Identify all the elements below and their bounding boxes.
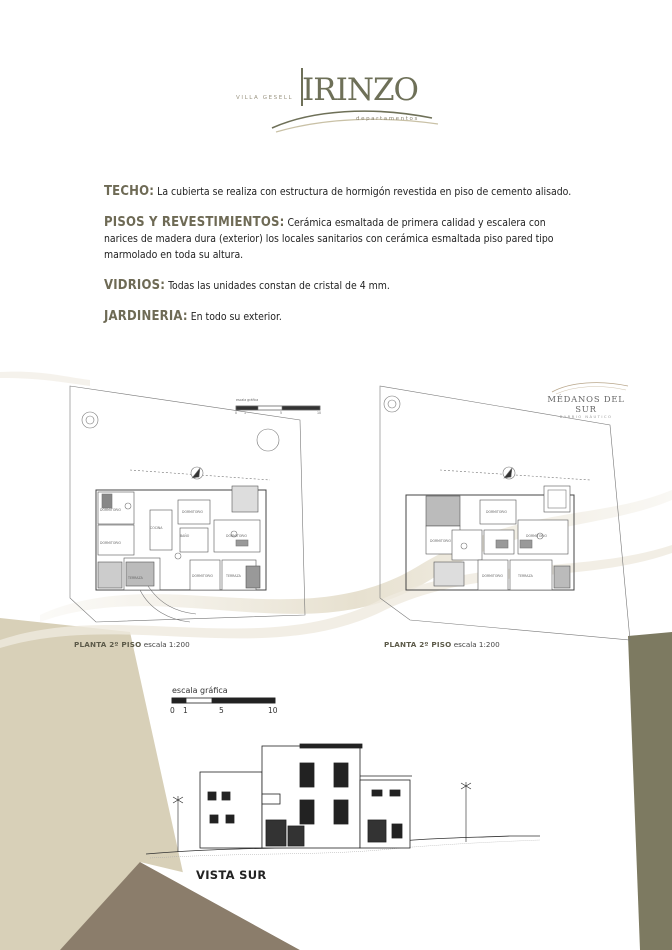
- room-label: DORMITORIO: [486, 510, 507, 514]
- plan-scale-tick: 5: [280, 411, 283, 415]
- room-label: DORMITORIO: [526, 534, 547, 538]
- plan-scale: escala 1:200: [143, 640, 190, 649]
- section-heading: PISOS Y REVESTIMIENTOS:: [104, 215, 285, 230]
- room-label: TERRAZA: [518, 574, 533, 578]
- brand-left-text: VILLA GESELL: [236, 95, 294, 101]
- room-label: DORMITORIO: [430, 539, 451, 543]
- plan-scale-tick: 0: [235, 411, 238, 415]
- elevation-scale-tick: 5: [219, 706, 224, 715]
- section-jardineria: [104, 309, 574, 325]
- plan-scale-label: escala gráfica: [236, 398, 259, 402]
- section-heading: JARDINERIA:: [104, 309, 188, 324]
- floor-plan-left: [70, 386, 320, 622]
- decorative-wave: [40, 490, 672, 622]
- elevation-scale-label: escala gráfica: [172, 686, 228, 695]
- room-label: COCINA: [150, 526, 163, 530]
- plan-title: PLANTA 2º PISO: [74, 640, 142, 649]
- plan-scale: escala 1:200: [453, 640, 500, 649]
- room-label: DORMITORIO: [482, 574, 503, 578]
- section-body: Cerámica esmaltada de primera calidad y escalera con narices de madera dura (exterior) los locales sanitarios con cerámica esmaltada piso pared tipo marmolado en toda su altura.: [104, 217, 554, 261]
- section-body: La cubierta se realiza con estructura de hormigón revestida en piso de cemento alisado.: [157, 186, 572, 198]
- room-label: TERRAZA: [128, 576, 143, 580]
- section-techo: [104, 184, 574, 200]
- section-body: Todas las unidades constan de cristal de 4 mm.: [168, 280, 390, 292]
- room-label: DORMITORIO: [182, 510, 203, 514]
- plan-title: PLANTA 2º PISO: [384, 640, 452, 649]
- partner-logo: [540, 384, 632, 419]
- brand-sub-text: departamentos: [356, 116, 419, 122]
- plan-caption-right: [384, 640, 500, 649]
- elevation-scale-tick: 0: [170, 706, 175, 715]
- elevation-scale-tick: 1: [183, 706, 188, 715]
- plan-scale-tick: 1: [244, 411, 247, 415]
- section-heading: VIDRIOS:: [104, 278, 166, 293]
- room-label: TERRAZA: [226, 574, 241, 578]
- specifications-text: [104, 184, 574, 325]
- section-body: En todo su exterior.: [190, 311, 282, 323]
- room-label: DORMITORIO: [192, 574, 213, 578]
- brand-name: IRINZO: [302, 72, 418, 108]
- section-pisos: [104, 215, 574, 263]
- corner-olive-shape: [628, 632, 672, 950]
- partner-name: MÉDANOS DEL SUR: [547, 394, 625, 414]
- partner-tagline: BARRIO NÁUTICO: [559, 414, 613, 419]
- plan-scale-tick: 10: [317, 411, 322, 415]
- section-vidrios: [104, 278, 574, 294]
- brand-logo: [232, 66, 442, 136]
- plan-caption-left: [74, 640, 190, 649]
- room-label: BAÑO: [180, 534, 190, 538]
- section-heading: TECHO:: [104, 184, 155, 199]
- elevation-drawing: [146, 698, 540, 858]
- elevation-title: VISTA SUR: [196, 868, 267, 882]
- room-label: DORMITORIO: [100, 541, 121, 545]
- elevation-scale-tick: 10: [268, 706, 278, 715]
- room-label: DORMITORIO: [226, 534, 247, 538]
- room-label: DORMITORIO: [100, 508, 121, 512]
